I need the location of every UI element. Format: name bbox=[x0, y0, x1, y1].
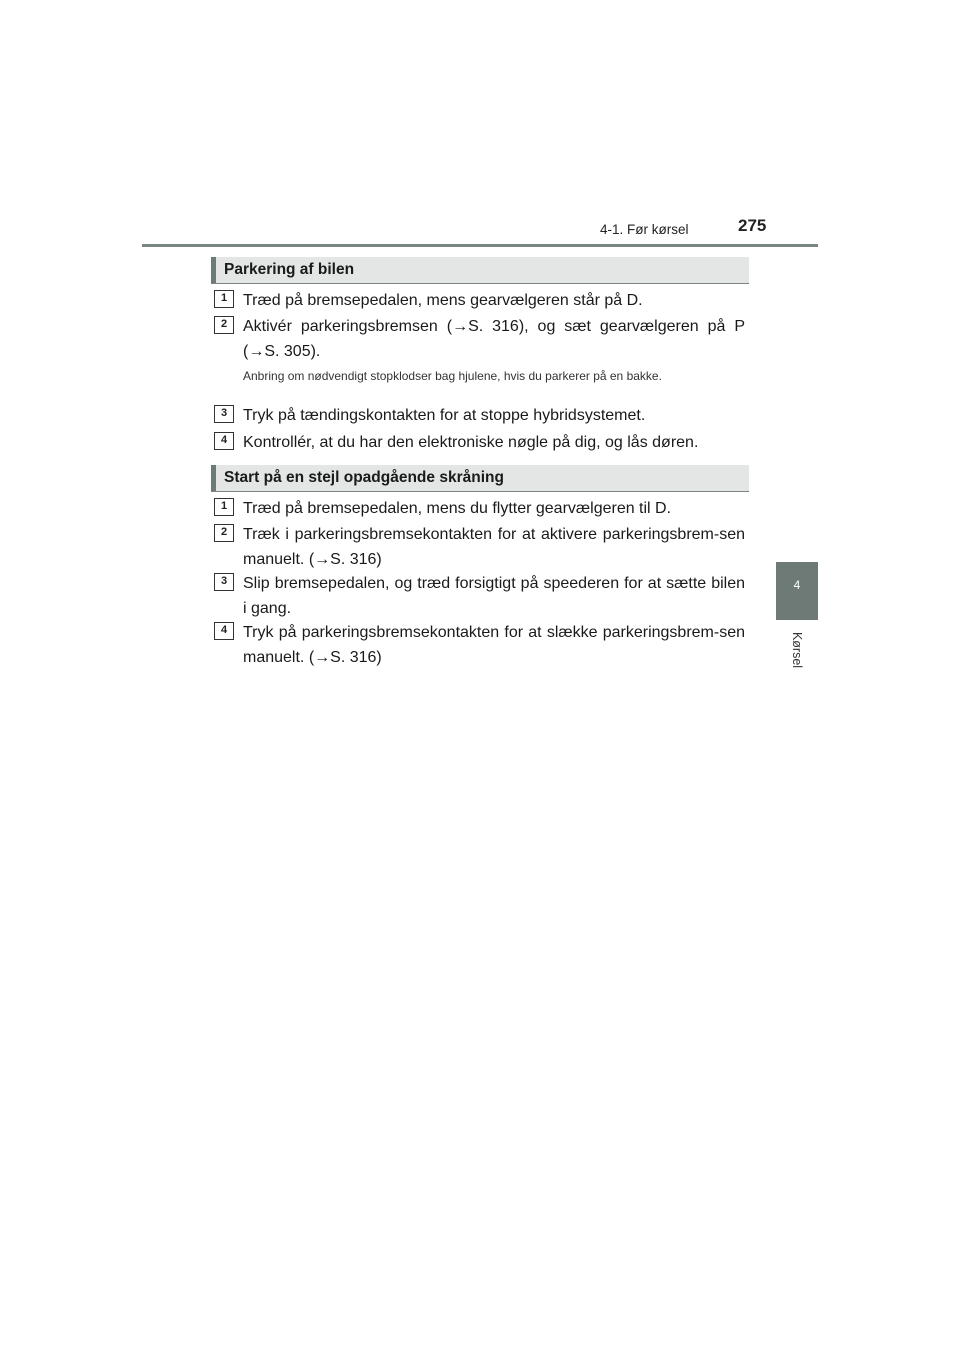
section-heading-bar bbox=[211, 257, 216, 283]
step-number-box: 1 bbox=[214, 290, 234, 308]
step-number-box: 1 bbox=[214, 498, 234, 516]
step-number-box: 3 bbox=[214, 573, 234, 591]
section-title: Start på en stejl opadgående skråning bbox=[224, 469, 504, 486]
section-title: Parkering af bilen bbox=[224, 261, 355, 278]
section-heading-hill-start bbox=[211, 465, 749, 492]
step-text: Træd på bremsepedalen, mens gearvælgeren står på D. bbox=[243, 292, 643, 309]
step-number-box: 2 bbox=[214, 524, 234, 542]
section-heading-parking bbox=[211, 257, 749, 284]
header-section-title: 4-1. Før kørsel bbox=[600, 222, 689, 237]
step-text: Tryk på tændingskontakten for at stoppe hybridsystemet. bbox=[243, 407, 646, 424]
step-text: Tryk på parkeringsbremsekontakten for at slække parkeringsbrem-sen manuelt. (→S. 316) bbox=[243, 624, 745, 666]
step-number-box: 3 bbox=[214, 405, 234, 423]
page-number: 275 bbox=[738, 216, 767, 235]
step-number-box: 4 bbox=[214, 432, 234, 450]
header-divider bbox=[142, 244, 818, 247]
step-number-box: 2 bbox=[214, 316, 234, 334]
section-heading-bar bbox=[211, 465, 216, 491]
step-text: Træd på bremsepedalen, mens du flytter gearvælgeren til D. bbox=[243, 500, 672, 517]
step-number-box: 4 bbox=[214, 622, 234, 640]
step-note: Anbring om nødvendigt stopklodser bag hjulene, hvis du parkerer på en bakke. bbox=[243, 369, 662, 383]
chapter-tab-label: Kørsel bbox=[790, 631, 804, 669]
step-text: Aktivér parkeringsbremsen (→S. 316), og sæt gearvælgeren på P (→S. 305). bbox=[243, 318, 745, 360]
step-text: Slip bremsepedalen, og træd forsigtigt på speederen for at sætte bilen i gang. bbox=[243, 575, 745, 617]
step-text: Kontrollér, at du har den elektroniske nøgle på dig, og lås døren. bbox=[243, 434, 699, 451]
step-text: Træk i parkeringsbremsekontakten for at aktivere parkeringsbrem-sen manuelt. (→S. 316) bbox=[243, 526, 745, 568]
chapter-tab-number: 4 bbox=[793, 578, 801, 592]
